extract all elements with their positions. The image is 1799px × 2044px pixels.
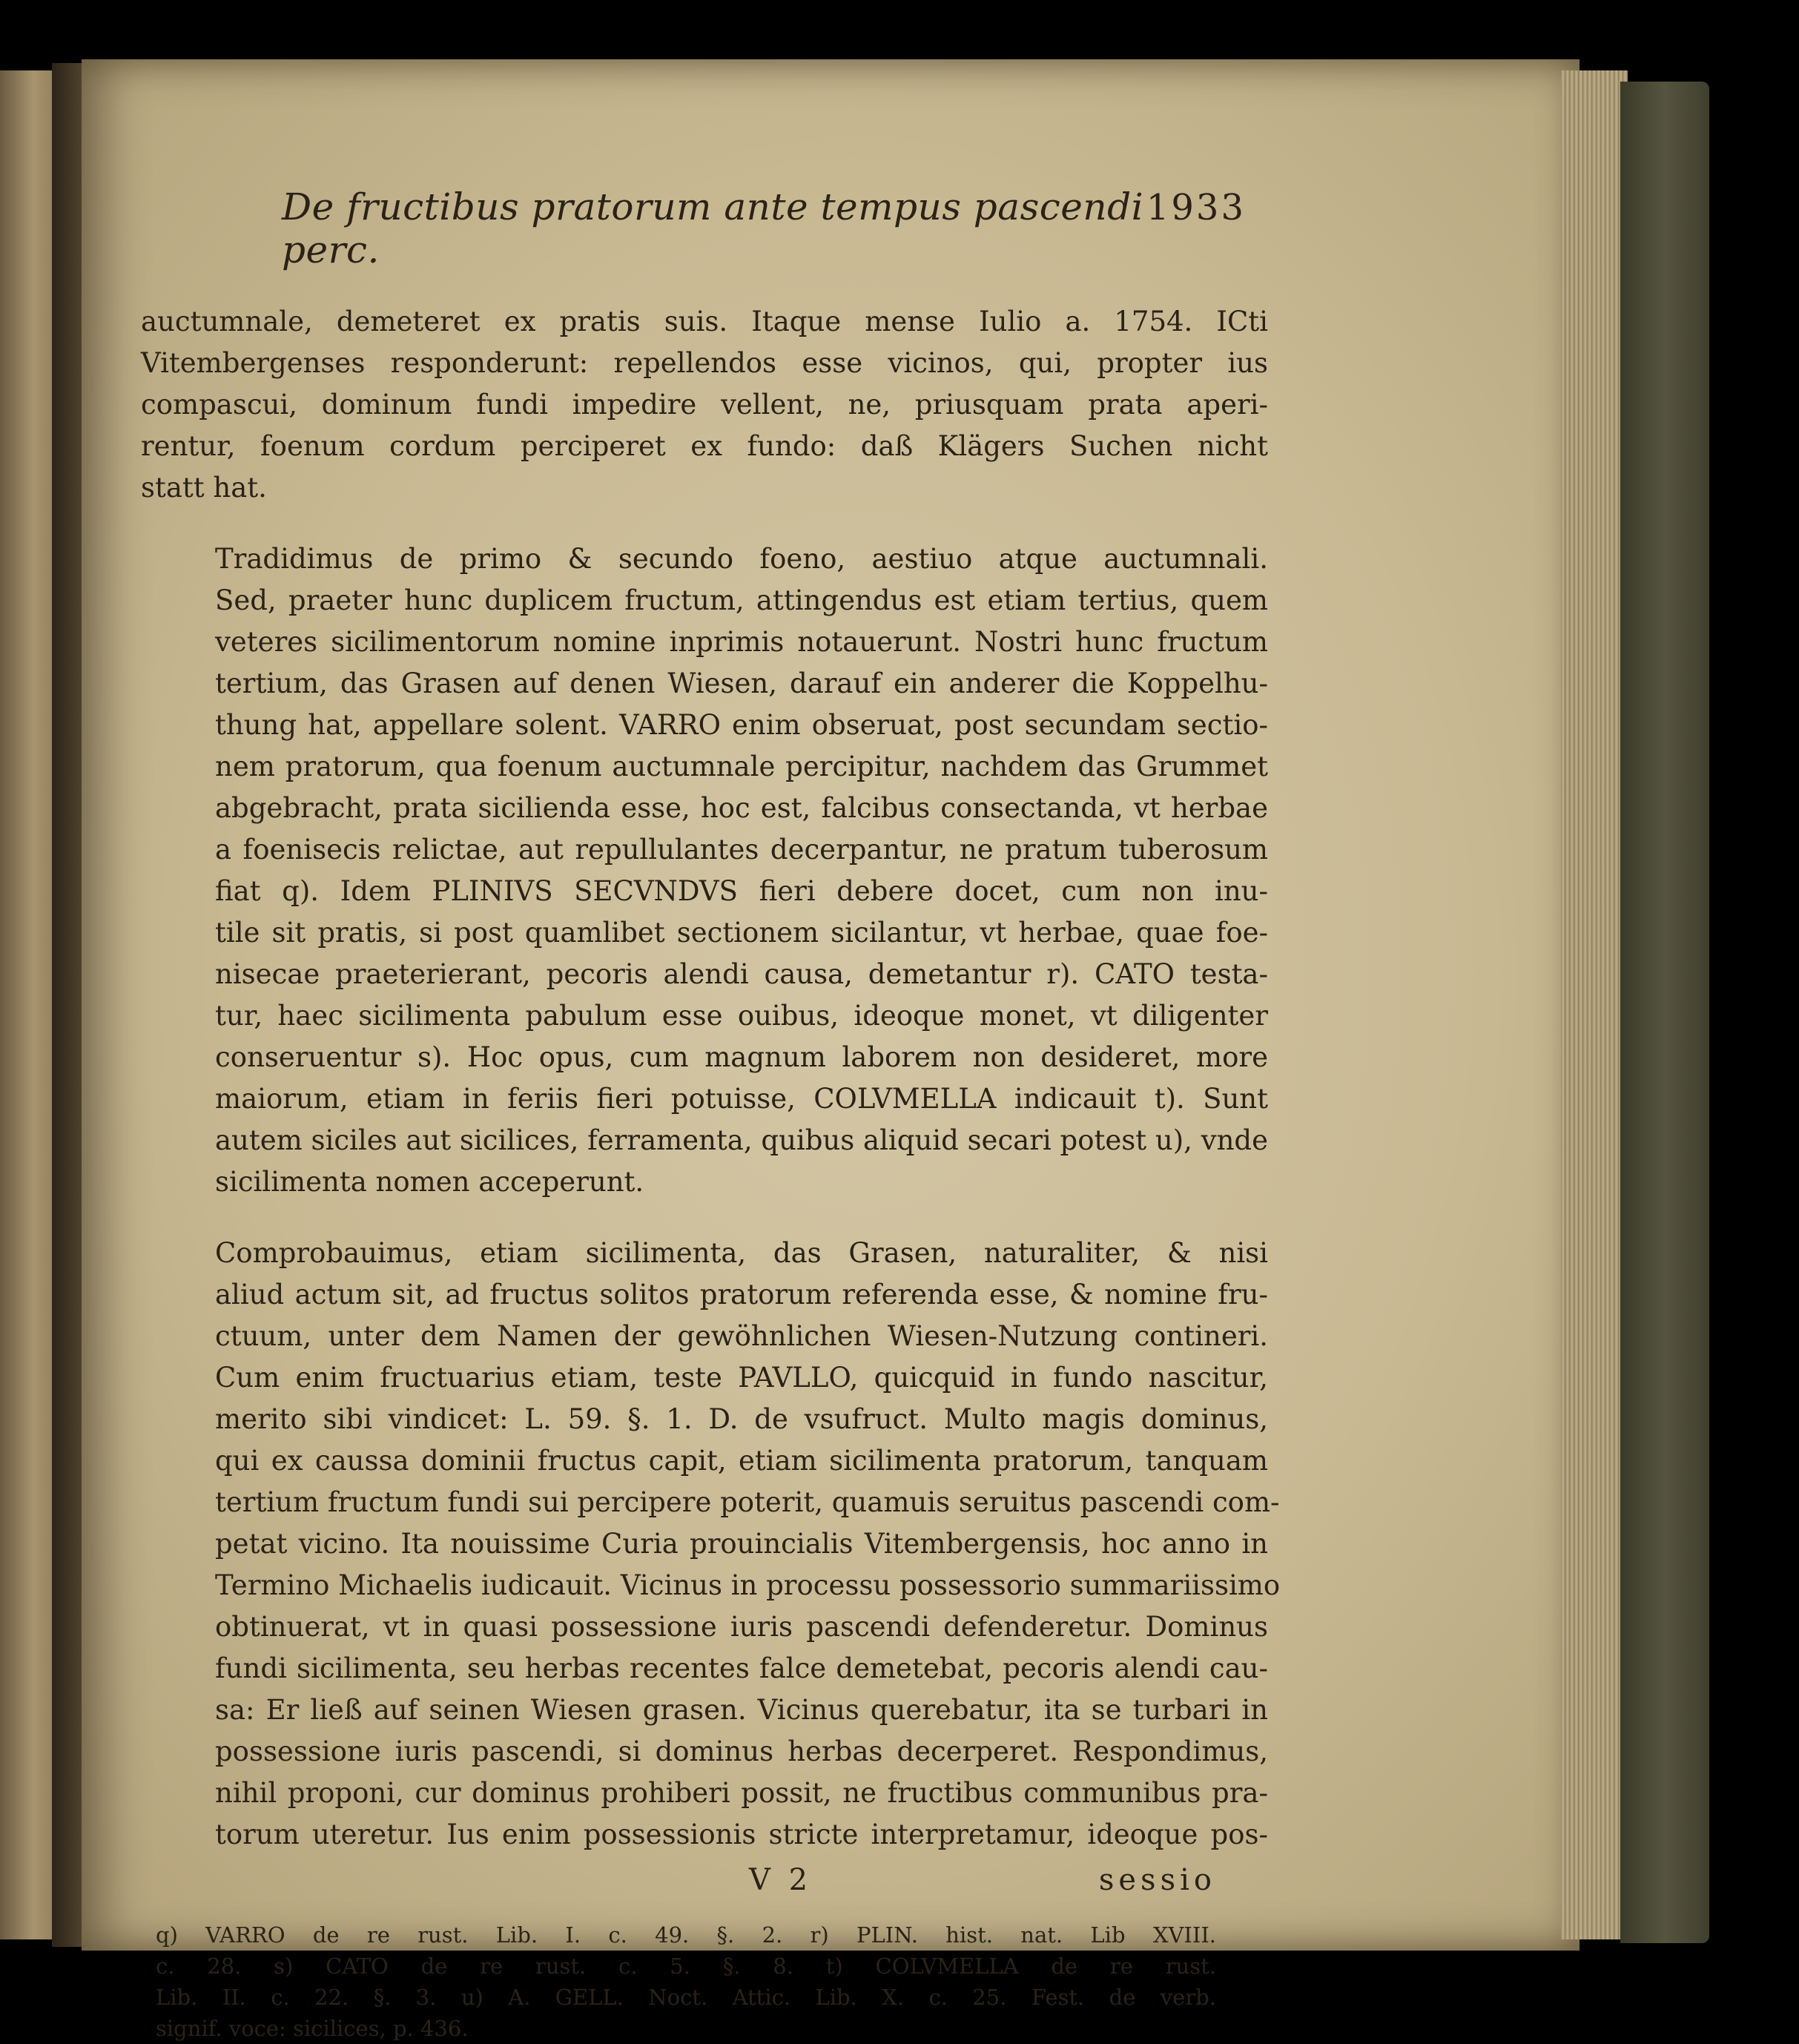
text-line: tertium, das Grasen auf denen Wiesen, darauf ein anderer die Koppelhu- bbox=[215, 667, 1268, 699]
text-line: thung hat, appellare solent. VARRO enim obseruat, post secundam sectio- bbox=[215, 709, 1268, 741]
text-line: rentur, foenum cordum perciperet ex fundo: daß Klägers Suchen nicht bbox=[141, 430, 1268, 462]
text-line: nem pratorum, qua foenum auctumnale percipitur, nachdem das Grummet bbox=[215, 751, 1268, 782]
catchword: sessio bbox=[1098, 1863, 1216, 1897]
footnote-line: q) VARRO de re rust. Lib. I. c. 49. §. 2. r) PLIN. hist. nat. Lib XVIII. bbox=[156, 1922, 1216, 1948]
paragraph bbox=[141, 538, 1268, 1203]
text-line: a foenisecis relictae, aut repullulantes decerpantur, ne pratum tuberosum bbox=[215, 834, 1268, 866]
text-line: compascui, dominum fundi impedire vellent, ne, priusquam prata aperi- bbox=[141, 389, 1268, 421]
paragraph bbox=[141, 1233, 1281, 1856]
text-line: statt hat. bbox=[141, 472, 267, 504]
footnote-line: c. 28. s) CATO de re rust. c. 5. §. 8. t) COLVMELLA de re rust. bbox=[156, 1954, 1216, 1979]
running-head-title: De fructibus pratorum ante tempus pascendi perc. bbox=[282, 185, 1144, 271]
page-content bbox=[141, 185, 1281, 2044]
text-line: Sed, praeter hunc duplicem fructum, attingendus est etiam tertius, quem bbox=[215, 584, 1268, 616]
text-line: aliud actum sit, ad fructus solitos pratorum referenda esse, & nomine fru- bbox=[215, 1279, 1268, 1311]
text-line: Cum enim fructuarius etiam, teste PAVLLO, quicquid in fundo nascitur, bbox=[215, 1362, 1268, 1394]
text-line: Vitembergenses responderunt: repellendos esse vicinos, qui, propter ius bbox=[141, 347, 1268, 379]
text-line: Termino Michaelis iudicauit. Vicinus in processu possessorio summariissimo bbox=[215, 1569, 1281, 1601]
text-line: obtinuerat, vt in quasi possessione iuris pascendi defenderetur. Dominus bbox=[215, 1611, 1268, 1643]
text-line: tertium fructum fundi sui percipere poterit, quamuis seruitus pascendi com- bbox=[215, 1486, 1280, 1518]
text-line: veteres sicilimentorum nomine inprimis notauerunt. Nostri hunc fructum bbox=[215, 626, 1268, 658]
page-number: 1933 bbox=[1146, 187, 1246, 228]
text-line: maiorum, etiam in feriis fieri potuisse, COLVMELLA indicauit t). Sunt bbox=[215, 1083, 1268, 1115]
text-line: nisecae praeterierant, pecoris alendi causa, demetantur r). CATO testa- bbox=[215, 958, 1268, 990]
body-text bbox=[141, 301, 1281, 1856]
text-line: autem siciles aut sicilices, ferramenta, quibus aliquid secari potest u), vnde bbox=[215, 1124, 1268, 1156]
text-line: possessione iuris pascendi, si dominus herbas decerperet. Respondimus, bbox=[215, 1735, 1268, 1767]
footnote-line: signif. voce: sicilices, p. 436. bbox=[156, 2016, 469, 2041]
text-line: fundi sicilimenta, seu herbas recentes falce demetebat, pecoris alendi cau- bbox=[215, 1652, 1268, 1684]
footnote-line: Lib. II. c. 22. §. 3. u) A. GELL. Noct. Attic. Lib. X. c. 25. Fest. de verb. bbox=[156, 1985, 1216, 2010]
running-head bbox=[282, 185, 1246, 271]
signature-mark: V 2 bbox=[749, 1863, 813, 1897]
text-line: abgebracht, prata sicilienda esse, hoc est, falcibus consectanda, vt herbae bbox=[215, 792, 1268, 824]
text-line: sa: Er ließ auf seinen Wiesen grasen. Vicinus querebatur, ita se turbari in bbox=[215, 1694, 1268, 1726]
text-line: qui ex caussa dominii fructus capit, etiam sicilimenta pratorum, tanquam bbox=[215, 1445, 1268, 1477]
page-block-edges bbox=[1561, 70, 1628, 1939]
text-line: petat vicino. Ita nouissime Curia prouincialis Vitembergensis, hoc anno in bbox=[215, 1528, 1268, 1560]
text-line: ctuum, unter dem Namen der gewöhnlichen Wiesen-Nutzung contineri. bbox=[215, 1320, 1268, 1352]
signature-line bbox=[141, 1863, 1216, 1897]
text-line: fiat q). Idem PLINIVS SECVNDVS fieri debere docet, cum non inu- bbox=[215, 875, 1268, 907]
text-line: conseruentur s). Hoc opus, cum magnum laborem non desideret, more bbox=[215, 1041, 1268, 1073]
text-line: Comprobauimus, etiam sicilimenta, das Grasen, naturaliter, & nisi bbox=[215, 1237, 1268, 1269]
text-line: tile sit pratis, si post quamlibet sectionem sicilantur, vt herbae, quae foe- bbox=[215, 917, 1268, 949]
text-line: Tradidimus de primo & secundo foeno, aestiuo atque auctumnali. bbox=[215, 543, 1268, 575]
text-line: merito sibi vindicet: L. 59. §. 1. D. de vsufruct. Multo magis dominus, bbox=[215, 1403, 1268, 1435]
text-line: nihil proponi, cur dominus prohiberi possit, ne fructibus communibus pra- bbox=[215, 1777, 1268, 1809]
paragraph bbox=[141, 301, 1268, 509]
text-line: auctumnale, demeteret ex pratis suis. Itaque mense Iulio a. 1754. ICti bbox=[141, 306, 1268, 337]
text-line: tur, haec sicilimenta pabulum esse ouibus, ideoque monet, vt diligenter bbox=[215, 1000, 1268, 1032]
book-cover-board bbox=[1620, 82, 1709, 1943]
footnotes bbox=[156, 1919, 1216, 2044]
text-line: torum uteretur. Ius enim possessionis stricte interpretamur, ideoque pos- bbox=[215, 1819, 1268, 1850]
text-line: sicilimenta nomen acceperunt. bbox=[215, 1166, 644, 1198]
